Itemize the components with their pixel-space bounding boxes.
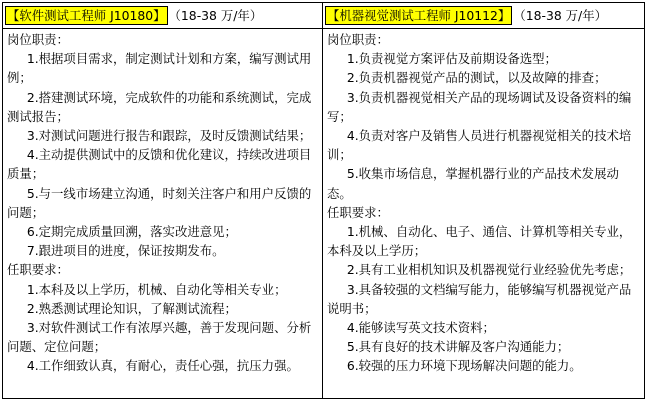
duty-item: 2.搭建测试环境，完成软件的功能和系统测试，完成测试报告； (7, 89, 312, 124)
duty-item: 1.负责视觉方案评估及前期设备选型； (346, 51, 557, 67)
requirement-item: 5.具有良好的技术讲解及客户沟通能力； (346, 339, 570, 355)
duty-item: 2.负责机器视觉产品的测试，以及故障的排查； (346, 70, 607, 86)
job-header (3, 3, 322, 29)
job-postings-table (2, 2, 645, 399)
duty-item: 4.负责对客户及销售人员进行机器视觉相关的技术培训； (327, 128, 632, 163)
job-body (3, 29, 322, 376)
job-header (323, 3, 644, 29)
requirement-item: 4.能够读写英文技术资料； (346, 320, 495, 336)
requirement-item: 1.机械、自动化、电子、通信、计算机等相关专业，本科及以上学历； (327, 224, 632, 259)
job-body (323, 29, 644, 376)
requirement-item: 6.较强的压力环境下现场解决问题的能力。 (346, 358, 582, 374)
duty-item: 5.与一线市场建立沟通，时刻关注客户和用户反馈的问题； (7, 185, 312, 220)
duty-item: 3.对测试问题进行报告和跟踪，及时反馈测试结果； (26, 128, 312, 144)
job-column-machine-vision (323, 3, 644, 398)
duties-heading: 岗位职责： (7, 32, 69, 47)
requirement-item: 4.工作细致认真，有耐心，责任心强，抗压力强。 (26, 358, 299, 374)
duty-item: 6.定期完成质量回溯，落实改进意见； (26, 224, 237, 240)
job-title: 【软件测试工程师 J10180】 (7, 8, 166, 23)
duty-item: 3.负责机器视觉相关产品的现场调试及设备资料的编写； (327, 89, 632, 124)
duty-item: 4.主动提供测试中的反馈和优化建议，持续改进项目质量； (7, 147, 312, 182)
duty-item: 5.收集市场信息，掌握机器行业的产品技术发展动态。 (327, 166, 619, 201)
requirement-item: 1.本科及以上学历，机械、自动化等相关专业； (26, 281, 287, 297)
duties-heading: 岗位职责： (327, 32, 389, 47)
job-salary: （18-38 万/年） (513, 7, 607, 23)
requirement-item: 2.熟悉测试理论知识，了解测试流程； (26, 300, 237, 316)
duty-item: 7.跟进项目的进度，保证按期发布。 (26, 243, 225, 259)
duty-item: 1.根据项目需求，制定测试计划和方案，编写测试用例； (7, 51, 312, 86)
job-salary: （18-38 万/年） (168, 7, 263, 23)
job-title: 【机器视觉测试工程师 J10112】 (327, 8, 511, 23)
requirements-heading: 任职要求： (327, 204, 389, 220)
requirement-item: 3.对软件测试工作有浓厚兴趣，善于发现问题、分析问题、定位问题； (7, 320, 312, 355)
job-column-software-test (3, 3, 323, 398)
requirement-item: 2.具有工业相机知识及机器视觉行业经验优先考虑； (346, 262, 632, 278)
requirements-heading: 任职要求： (7, 262, 69, 278)
requirement-item: 3.具备较强的文档编写能力，能够编写机器视觉产品说明书； (327, 281, 632, 316)
